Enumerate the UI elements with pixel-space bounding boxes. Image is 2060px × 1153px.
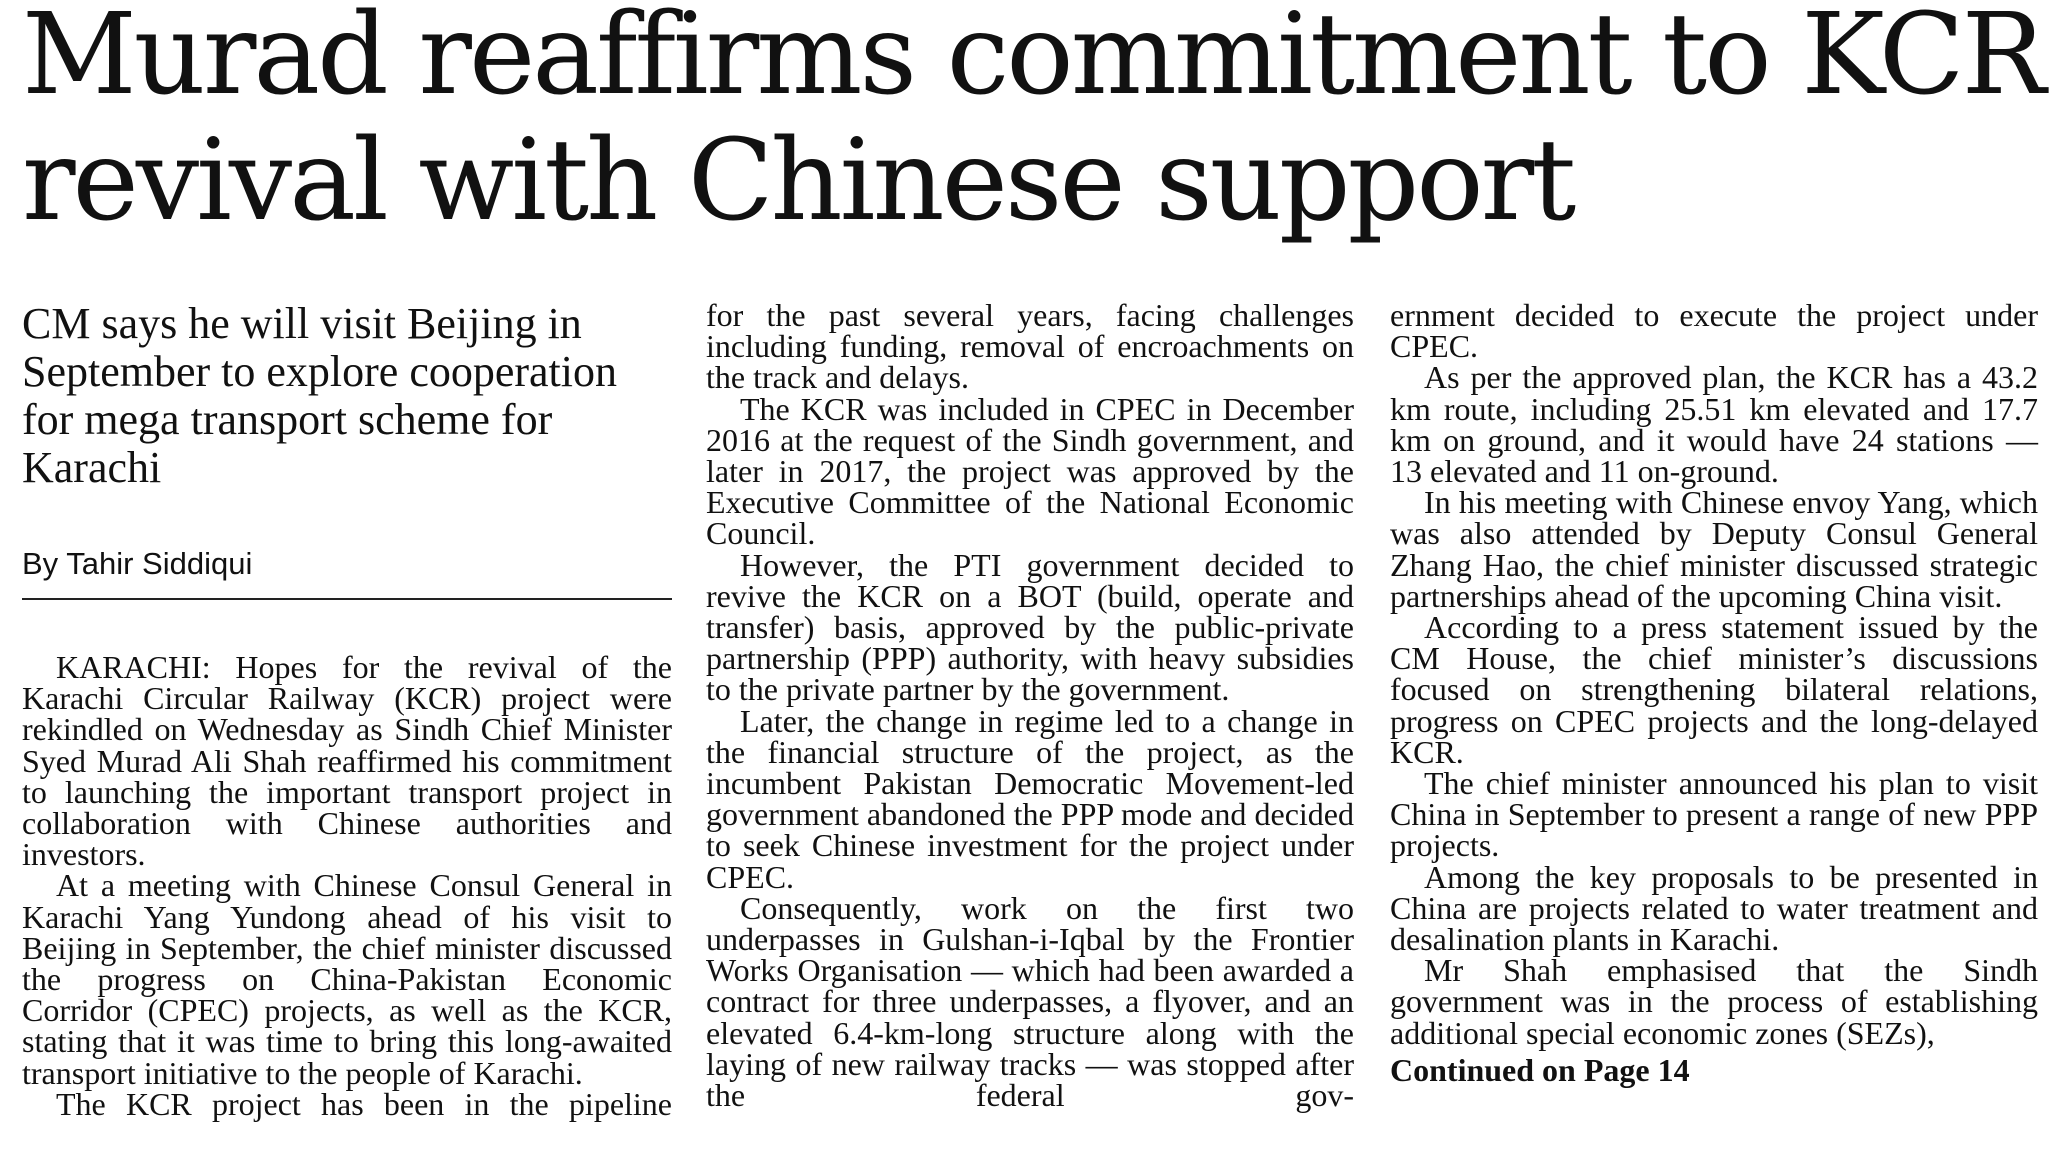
continued-on-link[interactable]: Continued on Page 14 <box>1390 1051 1690 1088</box>
paragraph: Among the key proposals to be presented in China are projects related to water treatment and desalination plants in Karachi. <box>1390 858 2038 958</box>
paragraph: The KCR was included in CPEC in December 2016 at the request of the Sindh government, and later in 2017, the project was approved by the Executive Committee of the National Economic Council. <box>706 390 1354 552</box>
paragraph: The KCR project has been in the pipeline <box>56 1085 672 1122</box>
paragraph: As per the approved plan, the KCR has a 43.2 km route, including 25.51 km elevated and 17.7 km on ground, and it would have 24 stations — 13 elevated and 11 on-ground. <box>1390 359 2038 490</box>
paragraph: In his meeting with Chinese envoy Yang, which was also attended by Deputy Consul General Zhang Hao, the chief minister discussed strategic partnerships ahead of the upcoming China visit. <box>1390 484 2038 614</box>
byline: By Tahir Siddiqui <box>22 546 253 581</box>
paragraph: Consequently, work on the first two underpasses in Gulshan-i-Iqbal by the Frontier Works Organisation — which had been awarded a contract for three underpasses, a flyover, and an elevated 6.4-km-long structure along with the laying of new railway tracks — was stopped after the federal gov- <box>706 889 1354 1114</box>
paragraph-continuation: ernment decided to execute the project under CPEC. <box>1390 297 2038 365</box>
paragraph: According to a press statement issued by the CM House, the chief minister’s discussions focused on strengthening bilateral relations, progress on CPEC projects and the long-delayed KCR. <box>1390 609 2038 770</box>
paragraph: The chief minister announced his plan to visit China in September to present a range of new PPP projects. <box>1390 765 2038 864</box>
paragraph: KARACHI: Hopes for the revival of the Karachi Circular Railway (KCR) project were rekindled on Wednesday as Sindh Chief Minister Syed Murad Ali Shah reaffirmed his commitment to launching the important transport project in collaboration with Chinese authorities and investors. <box>22 649 672 873</box>
paragraph: Mr Shah emphasised that the Sindh government was in the process of establishing additional special economic zones (SEZs), <box>1390 952 2038 1051</box>
subheadline: CM says he will visit Beijing in September to explore cooperation for mega transport scheme for Karachi <box>22 299 618 492</box>
paragraph: Later, the change in regime led to a change in the financial structure of the project, as the incumbent Pakistan Democratic Movement-led government abandoned the PPP mode and decided to seek Chinese investment for the project under CPEC. <box>706 702 1354 895</box>
article-column-2 <box>706 297 1354 1114</box>
paragraph: At a meeting with Chinese Consul General in Karachi Yang Yundong ahead of his visit to Beijing in September, the chief minister discussed the progress on China-Pakistan Economic Corridor (CPEC) projects, as well as the KCR, stating that it was time to bring this long-awaited transport initiative to the people of Karachi. <box>22 867 672 1091</box>
article-column-1 <box>22 300 672 1120</box>
paragraph-continuation: for the past several years, facing challenges including funding, removal of encroachments on the track and delays. <box>706 297 1354 396</box>
article-column-3 <box>1390 297 2038 1088</box>
headline: Murad reaffirms commitment to KCR revival with Chinese support <box>22 0 2043 246</box>
byline-divider <box>22 598 672 600</box>
paragraph: However, the PTI government decided to revive the KCR on a BOT (build, operate and transfer) basis, approved by the public-private partnership (PPP) authority, with heavy subsidies to the private partner by the government. <box>706 546 1354 708</box>
